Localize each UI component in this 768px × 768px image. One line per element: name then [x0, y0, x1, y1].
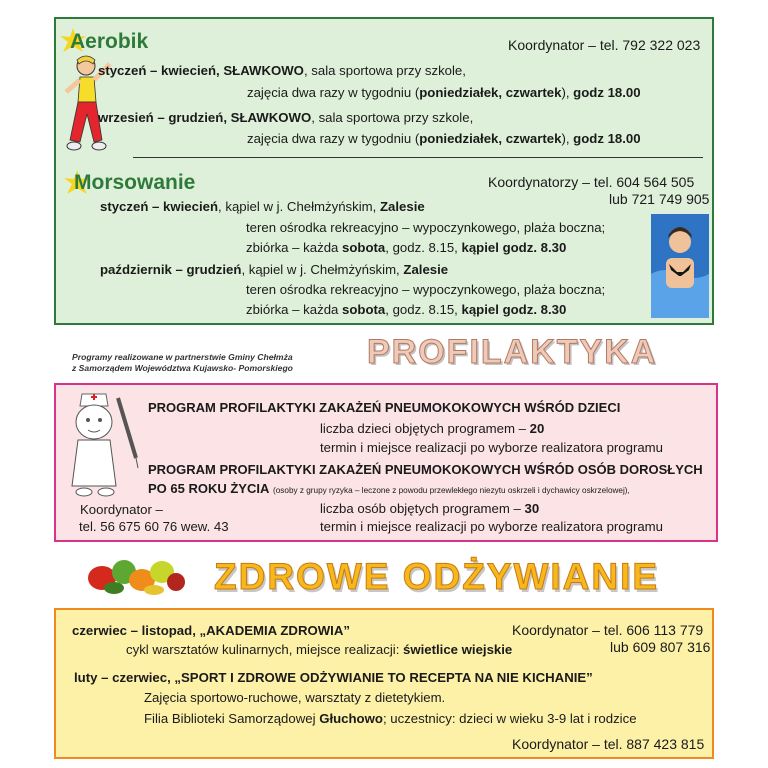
nutrition-item-1-coordinator-2: lub 609 807 316	[610, 639, 711, 655]
morsowanie-coordinator-2: lub 721 749 905	[609, 191, 710, 207]
section-divider	[133, 157, 703, 158]
program-2-title-2: PO 65 ROKU ŻYCIA (osoby z grupy ryzyka – leczone z powodu przewlekłego niezytu oskrzeli i dychawicy oskrzelowej),	[148, 481, 630, 496]
profilaktyka-coordinator-1: Koordynator –	[80, 502, 163, 517]
partnership-note-2: z Samorządem Województwa Kujawsko- Pomorskiego	[72, 363, 293, 373]
morsowanie-entry-1-line-2: teren ośrodka rekreacyjno – wypoczynkowego, plaża boczna;	[246, 220, 606, 235]
morsowanie-entry-2-head: październik – grudzień, kąpiel w j. Chełmżyńskim, Zalesie	[100, 262, 449, 277]
program-2-count: liczba osób objętych programem – 30	[320, 501, 540, 516]
nutrition-item-2-line-2: Zajęcia sportowo-ruchowe, warsztaty z dietetykiem.	[144, 690, 446, 705]
nutrition-item-1-coordinator-1: Koordynator – tel. 606 113 779	[512, 622, 704, 638]
morsowanie-entry-2-line-3: zbiórka – każda sobota, godz. 8.15, kąpiel godz. 8.30	[246, 302, 567, 317]
aerobik-entry-1-line-2: zajęcia dwa razy w tygodniu (poniedziałek, czwartek), godz 18.00	[247, 85, 641, 100]
program-1-title: PROGRAM PROFILAKTYKI ZAKAŻEŃ PNEUMOKOKOWYCH WŚRÓD DZIECI	[148, 400, 621, 415]
profilaktyka-coordinator-2: tel. 56 675 60 76 wew. 43	[79, 519, 229, 534]
nutrition-item-2-coordinator: Koordynator – tel. 887 423 815	[512, 736, 705, 752]
nutrition-item-2-line-3: Filia Biblioteki Samorządowej Głuchowo; uczestnicy: dzieci w wieku 3-9 lat i rodzice	[144, 711, 637, 726]
partnership-note-1: Programy realizowane w partnerstwie Gminy Chełmża	[72, 352, 293, 362]
swimmer-photo-icon	[651, 214, 709, 318]
program-1-count: liczba dzieci objętych programem – 20	[320, 421, 545, 436]
aerobik-title: Aerobik	[70, 30, 149, 53]
morsowanie-entry-2-line-2: teren ośrodka rekreacyjno – wypoczynkowego, plaża boczna;	[246, 282, 606, 297]
aerobik-entry-2-line-2: zajęcia dwa razy w tygodniu (poniedziałek, czwartek), godz 18.00	[247, 131, 641, 146]
nutrition-item-1-line-2: cykl warsztatów kulinarnych, miejsce realizacji: świetlice wiejskie	[126, 642, 513, 657]
program-1-place: termin i miejsce realizacji po wyborze realizatora programu	[320, 440, 664, 455]
morsowanie-entry-1-head: styczeń – kwiecień, kąpiel w j. Chełmżyńskim, Zalesie	[100, 199, 425, 214]
nurse-illustration-icon	[60, 388, 144, 506]
zdrowe-heading: ZDROWE ODŻYWIANIE	[214, 556, 660, 597]
program-2-title-1: PROGRAM PROFILAKTYKI ZAKAŻEŃ PNEUMOKOKOWYCH WŚRÓD OSÓB DOROSŁYCH	[148, 462, 703, 477]
nutrition-item-2-head: luty – czerwiec, „SPORT I ZDROWE ODŻYWIANIE TO RECEPTA NA NIE KICHANIE”	[74, 670, 593, 685]
aerobik-entry-2-line-1: wrzesień – grudzień, SŁAWKOWO, sala sportowa przy szkole,	[98, 110, 474, 125]
morsowanie-coordinator-1: Koordynatorzy – tel. 604 564 505	[488, 174, 695, 190]
aerobik-coordinator: Koordynator – tel. 792 322 023	[508, 37, 701, 53]
nutrition-item-1-head: czerwiec – listopad, „AKADEMIA ZDROWIA”	[72, 623, 350, 638]
vegetables-photo-icon	[84, 552, 186, 596]
profilaktyka-heading: PROFILAKTYKA	[367, 333, 658, 371]
morsowanie-title: Morsowanie	[74, 171, 196, 194]
morsowanie-entry-1-line-3: zbiórka – każda sobota, godz. 8.15, kąpiel godz. 8.30	[246, 240, 567, 255]
program-2-place: termin i miejsce realizacji po wyborze realizatora programu	[320, 519, 664, 534]
aerobik-entry-1-line-1: styczeń – kwiecień, SŁAWKOWO, sala sportowa przy szkole,	[98, 63, 466, 78]
